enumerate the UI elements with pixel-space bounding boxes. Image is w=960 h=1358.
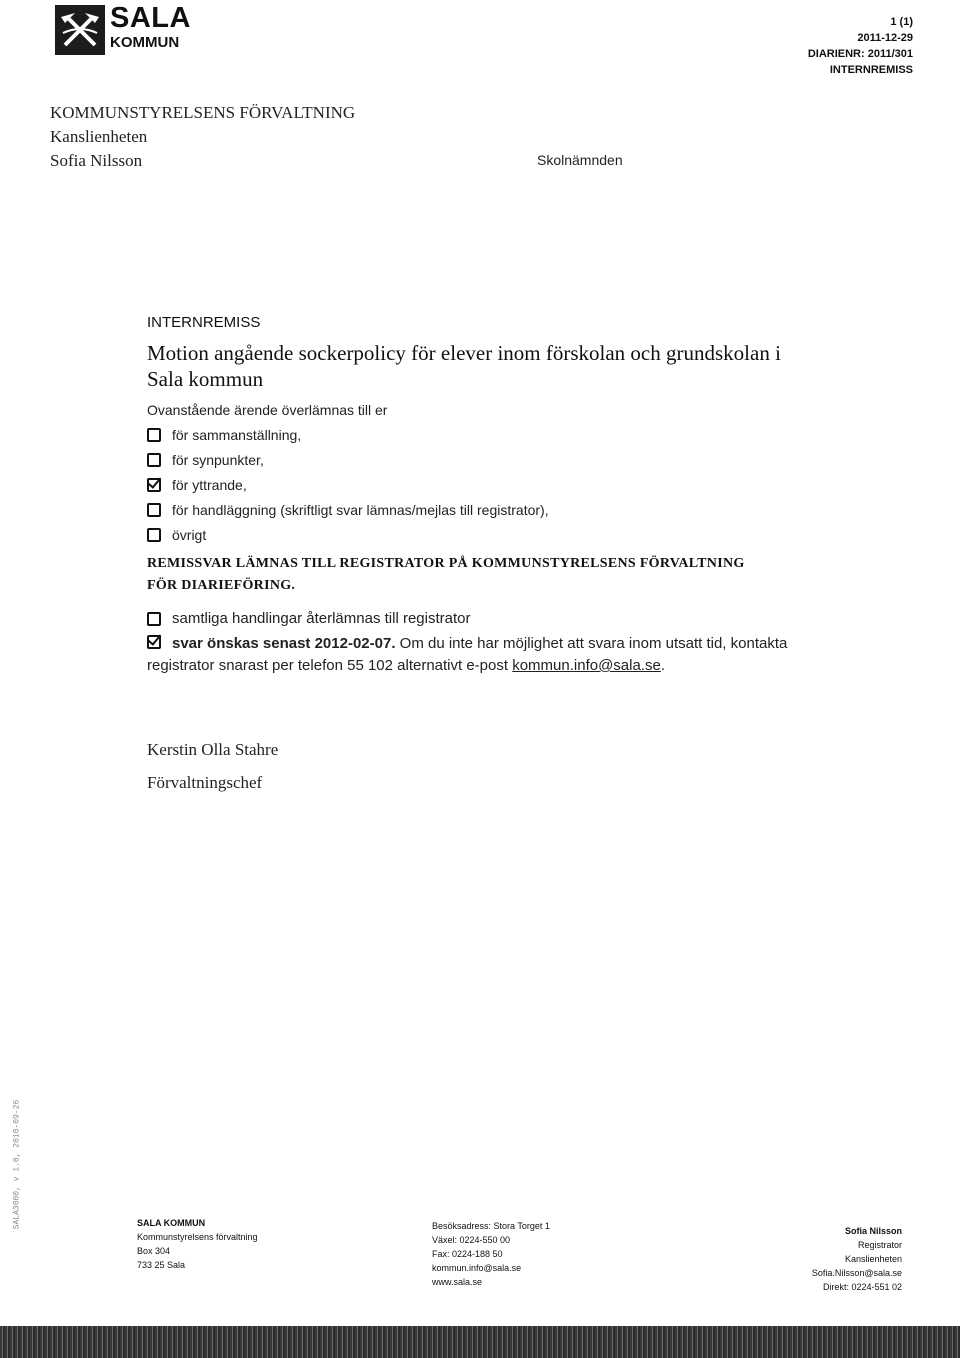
instruction-heading: REMISSVAR LÄMNAS TILL REGISTRATOR PÅ KOMMUNSTYRELSENS FÖRVALTNING FÖR DIARIEFÖRING. xyxy=(147,556,745,593)
sender-block xyxy=(50,101,355,173)
page-title: Motion angående sockerpolicy för elever inom förskolan och grundskolan i Sala kommun xyxy=(147,341,781,391)
option-row xyxy=(147,448,264,471)
footer-middle-line: kommun.info@sala.se xyxy=(432,1263,522,1273)
footer-left-line: Box 304 xyxy=(137,1246,171,1256)
footer-middle-line: Växel: 0224-550 00 xyxy=(432,1235,511,1245)
option-label: för yttrande, xyxy=(172,476,247,493)
footer-left-line: Kommunstyrelsens förvaltning xyxy=(137,1232,258,1242)
page-number: 1 (1) xyxy=(890,16,913,28)
footer-left-line: SALA KOMMUN xyxy=(137,1218,206,1228)
option-label: övrigt xyxy=(172,526,207,543)
logo-name: SALA xyxy=(110,2,191,34)
footer-right xyxy=(812,1224,902,1294)
recipient: Skolnämnden xyxy=(537,152,623,168)
footer-right-line: Sofia Nilsson xyxy=(844,1226,902,1236)
footer-left-line: 733 25 Sala xyxy=(137,1260,186,1270)
crossed-hammers-icon xyxy=(55,5,105,55)
reply-option-label: samtliga handlingar återlämnas till registrator xyxy=(172,610,471,627)
sender-unit: Kanslienheten xyxy=(50,127,148,146)
option-row xyxy=(147,498,549,521)
sala-logo-emblem xyxy=(55,5,105,55)
logo-subtitle: KOMMUN xyxy=(110,34,180,51)
email-link[interactable]: kommun.info@sala.se xyxy=(512,657,661,674)
reply-paragraph xyxy=(147,633,827,677)
diary-number: DIARIENR: 2011/301 xyxy=(807,48,913,60)
reply-option-row xyxy=(147,607,470,630)
option-row xyxy=(147,473,247,496)
footer-right-line: Direkt: 0224-551 02 xyxy=(822,1282,902,1292)
checkbox-icon xyxy=(147,635,161,649)
reply-end: . xyxy=(660,657,665,674)
footer-middle-line: Fax: 0224-188 50 xyxy=(432,1249,503,1259)
checkbox-icon xyxy=(147,503,161,517)
footer-left xyxy=(137,1216,258,1272)
signature-name: Kerstin Olla Stahre xyxy=(147,740,279,759)
option-row xyxy=(147,523,206,546)
signature-title: Förvaltningschef xyxy=(147,773,263,792)
footer-middle xyxy=(432,1219,550,1289)
deadline-text: svar önskas senast 2012-02-07. xyxy=(172,635,396,652)
checkbox-icon xyxy=(147,612,161,626)
checkbox-icon xyxy=(147,453,161,467)
sender-org: KOMMUNSTYRELSENS FÖRVALTNING xyxy=(50,103,356,122)
footer-right-line: Kanslienheten xyxy=(844,1254,902,1264)
option-label: för handläggning (skriftligt svar lämnas/mejlas till registrator), xyxy=(172,501,549,518)
scan-border xyxy=(0,1326,960,1358)
footer-right-line: Sofia.Nilsson@sala.se xyxy=(811,1268,902,1278)
side-mark: SALA3000, v 1.0, 2010-09-26 xyxy=(12,1099,22,1230)
intro-text: Ovanstående ärende överlämnas till er xyxy=(147,402,388,418)
option-label: för sammanställning, xyxy=(172,426,302,443)
doc-label: INTERNREMISS xyxy=(147,314,261,331)
footer-right-line: Registrator xyxy=(857,1240,902,1250)
checkbox-icon xyxy=(147,428,161,442)
document-type: INTERNREMISS xyxy=(829,64,913,76)
reply-text: Om du inte har möjlighet att svara inom utsatt tid, kontakta registrator snarast per telefon 55 102 alternativt e-post xyxy=(147,635,788,674)
footer-middle-line: Besöksadress: Stora Torget 1 xyxy=(432,1221,550,1231)
checkbox-icon xyxy=(147,478,161,492)
document-header-info xyxy=(808,14,913,78)
option-row xyxy=(147,423,301,446)
footer-middle-line: www.sala.se xyxy=(432,1277,483,1287)
checkbox-icon xyxy=(147,528,161,542)
option-label: för synpunkter, xyxy=(172,451,264,468)
document-date: 2011-12-29 xyxy=(857,32,913,44)
sender-person: Sofia Nilsson xyxy=(50,151,143,170)
